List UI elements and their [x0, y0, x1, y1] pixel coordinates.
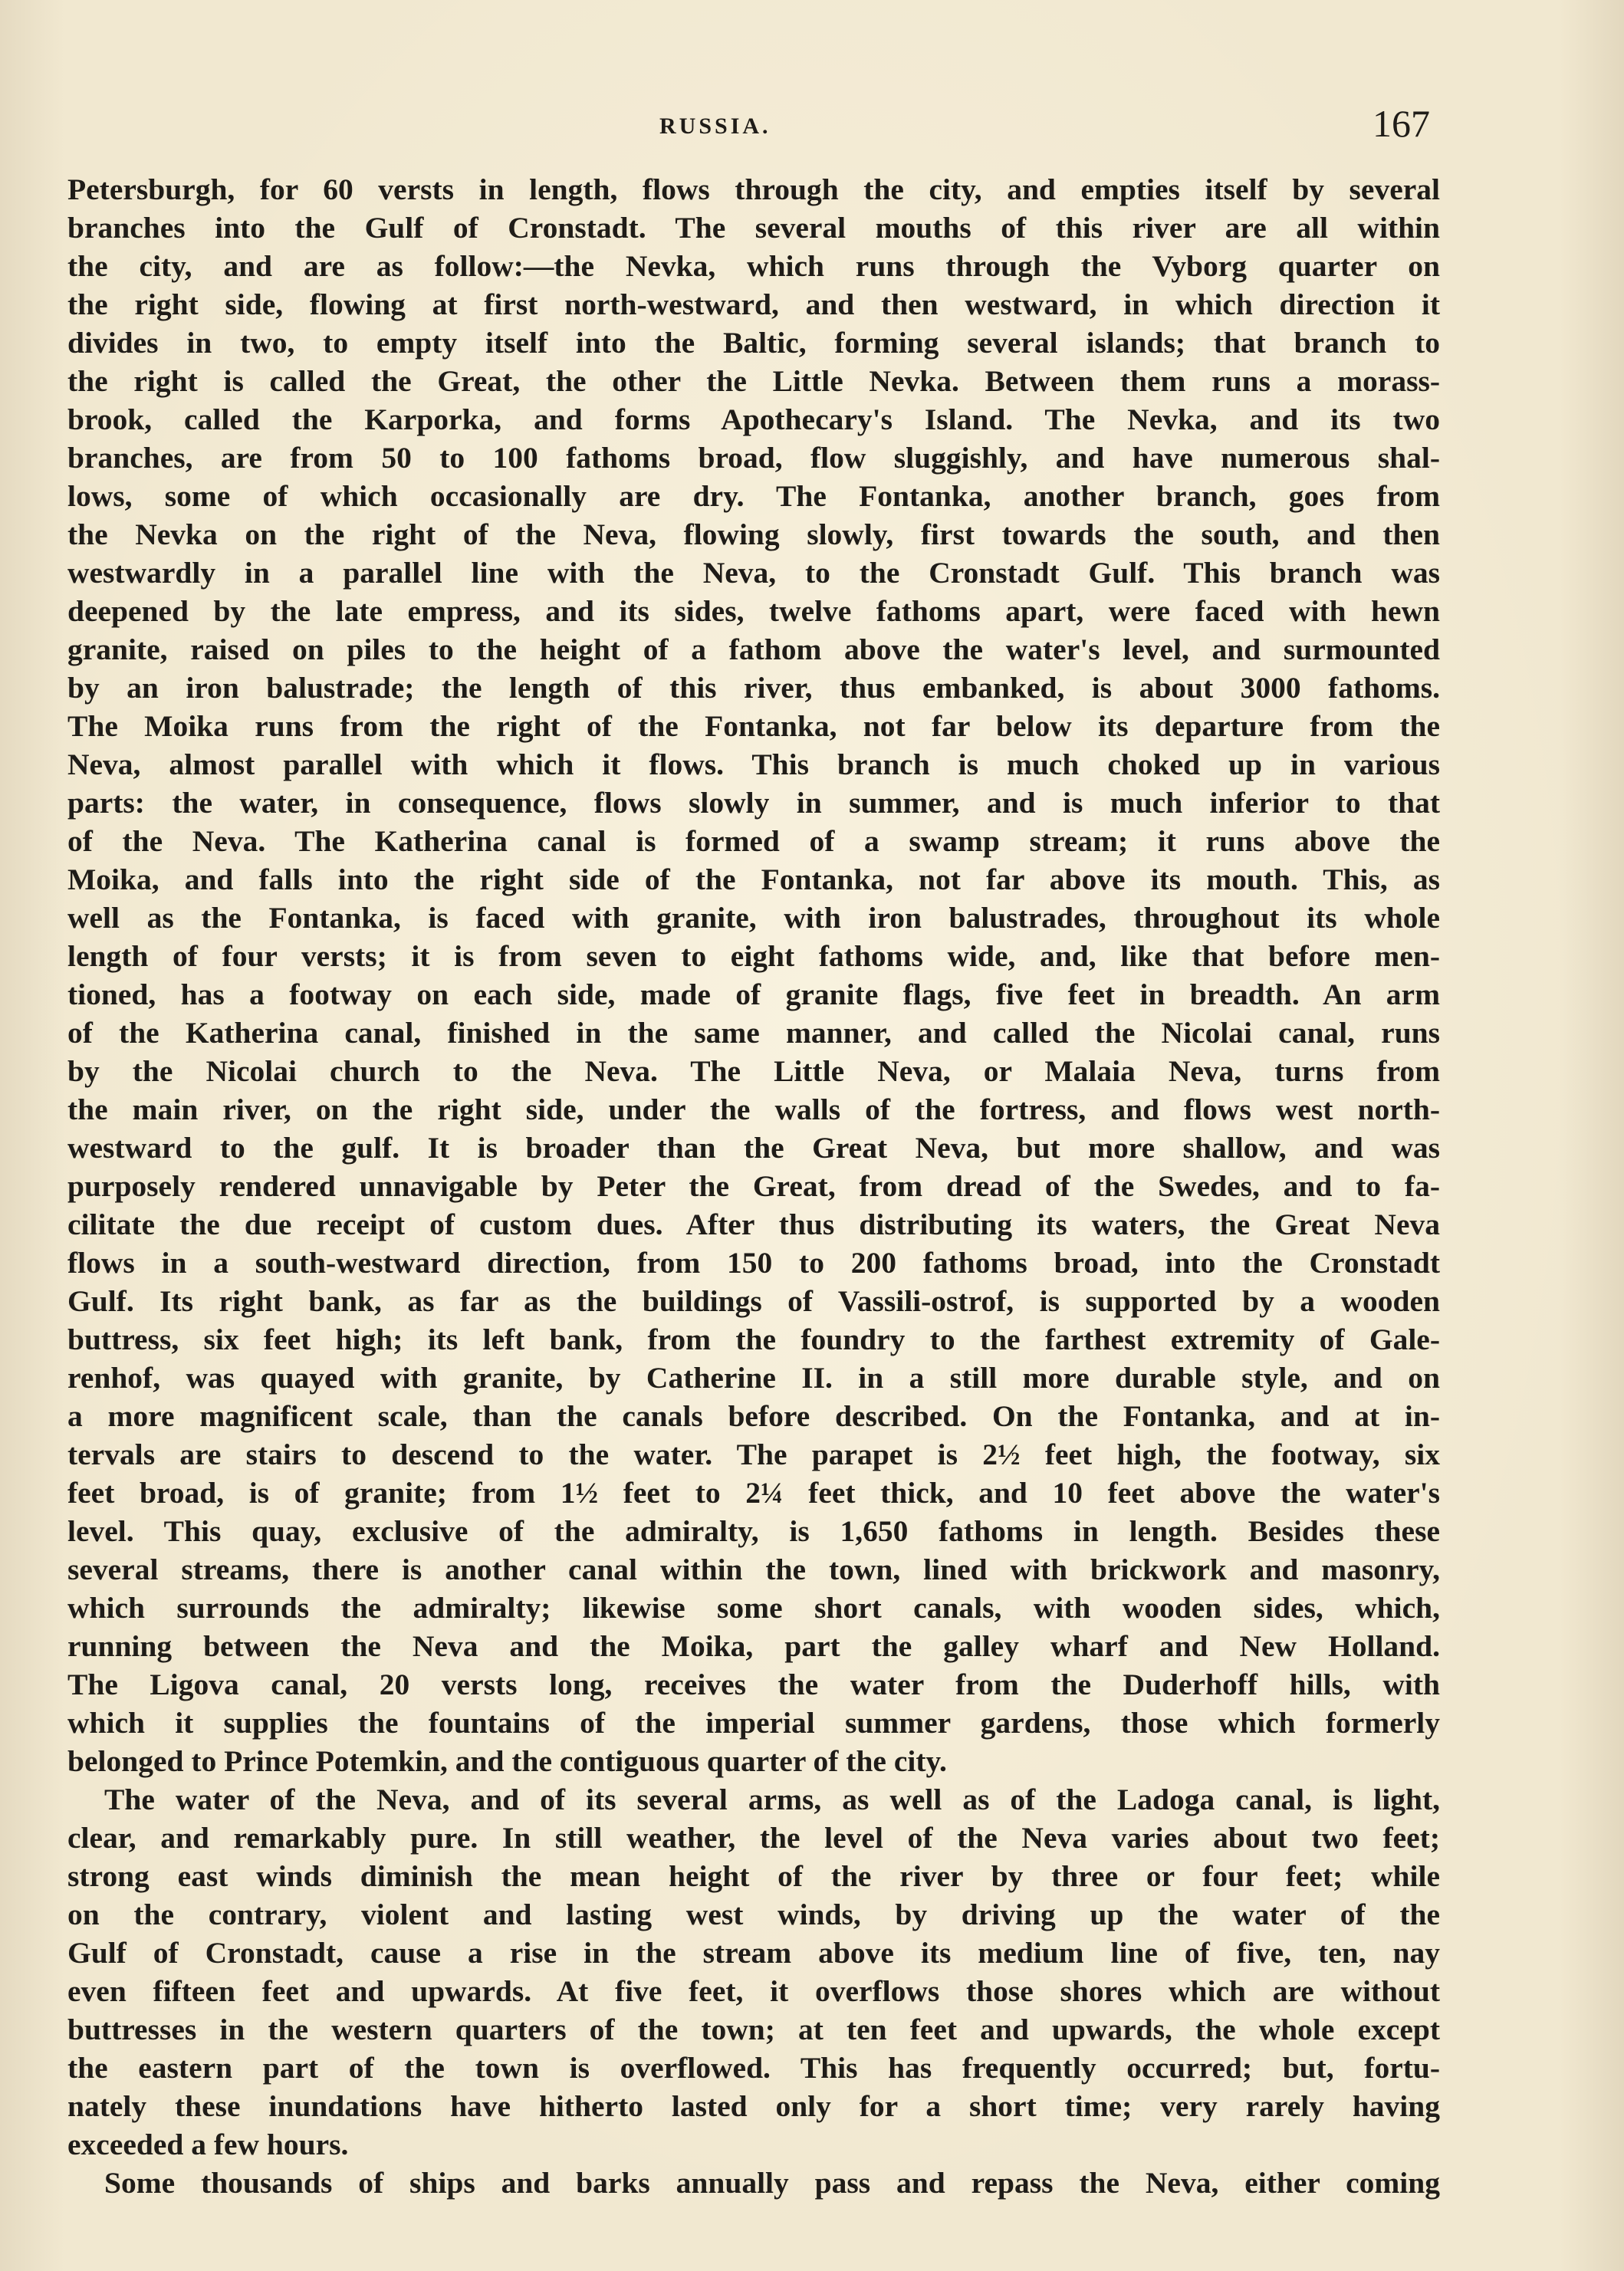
text-line: Gulf. Its right bank, as far as the buildings of Vassili-ostrof, is supported by a wooden — [67, 1284, 1440, 1318]
text-line: the right is called the Great, the other the Little Nevka. Between them runs a morass- — [67, 364, 1440, 398]
text-line: The Moika runs from the right of the Fontanka, not far below its departure from the — [67, 709, 1440, 743]
text-line: strong east winds diminish the mean height of the river by three or four feet; while — [67, 1859, 1440, 1893]
text-line: which surrounds the admiralty; likewise some short canals, with wooden sides, which, — [67, 1591, 1440, 1625]
text-line: the Nevka on the right of the Neva, flowing slowly, first towards the south, and then — [67, 518, 1440, 551]
text-line: running between the Neva and the Moika, part the galley wharf and New Holland. — [67, 1629, 1440, 1663]
text-line: a more magnificent scale, than the canals before described. On the Fontanka, and at in- — [67, 1399, 1440, 1433]
text-line: Moika, and falls into the right side of the Fontanka, not far above its mouth. This, as — [67, 863, 1440, 896]
text-line: lows, some of which occasionally are dry. The Fontanka, another branch, goes from — [67, 479, 1440, 513]
running-title: RUSSIA. — [659, 113, 771, 139]
text-line: clear, and remarkably pure. In still weather, the level of the Neva varies about two feet; — [67, 1821, 1440, 1855]
text-line: the eastern part of the town is overflowed. This has frequently occurred; but, fortu- — [67, 2051, 1440, 2085]
text-line: tervals are stairs to descend to the water. The parapet is 2½ feet high, the footway, six — [67, 1438, 1440, 1471]
text-line: branches, are from 50 to 100 fathoms broad, flow sluggishly, and have numerous shal- — [67, 441, 1440, 475]
text-line: cilitate the due receipt of custom dues. After thus distributing its waters, the Great Neva — [67, 1208, 1440, 1241]
text-line: tioned, has a footway on each side, made of granite flags, five feet in breadth. An arm — [67, 978, 1440, 1011]
text-line: deepened by the late empress, and its sides, twelve fathoms apart, were faced with hewn — [67, 594, 1440, 628]
text-line: Gulf of Cronstadt, cause a rise in the stream above its medium line of five, ten, nay — [67, 1936, 1440, 1970]
text-line: the city, and are as follow:—the Nevka, which runs through the Vyborg quarter on — [67, 249, 1440, 283]
text-line: divides in two, to empty itself into the Baltic, forming several islands; that branch to — [67, 326, 1440, 360]
text-line: westwardly in a parallel line with the Neva, to the Cronstadt Gulf. This branch was — [67, 556, 1440, 590]
text-line: length of four versts; it is from seven to eight fathoms wide, and, like that before men- — [67, 939, 1440, 973]
text-line: The Ligova canal, 20 versts long, receives the water from the Duderhoff hills, with — [67, 1668, 1440, 1701]
text-line: the right side, flowing at first north-westward, and then westward, in which direction it — [67, 288, 1440, 321]
text-line: flows in a south-westward direction, from 150 to 200 fathoms broad, into the Cronstadt — [67, 1246, 1440, 1280]
running-head — [0, 102, 1624, 152]
text-line: purposely rendered unnavigable by Peter the Great, from dread of the Swedes, and to fa- — [67, 1169, 1440, 1203]
text-line: granite, raised on piles to the height of a fathom above the water's level, and surmounted — [67, 633, 1440, 666]
text-line: branches into the Gulf of Cronstadt. The several mouths of this river are all within — [67, 211, 1440, 245]
text-line: which it supplies the fountains of the imperial summer gardens, those which formerly — [67, 1706, 1440, 1740]
text-line: buttress, six feet high; its left bank, from the foundry to the farthest extremity of Gale- — [67, 1323, 1440, 1356]
text-line: well as the Fontanka, is faced with granite, with iron balustrades, throughout its whole — [67, 901, 1440, 935]
text-line: by an iron balustrade; the length of this river, thus embanked, is about 3000 fathoms. — [67, 671, 1440, 705]
text-line: level. This quay, exclusive of the admiralty, is 1,650 fathoms in length. Besides these — [67, 1514, 1440, 1548]
text-line: westward to the gulf. It is broader than the Great Neva, but more shallow, and was — [67, 1131, 1440, 1165]
text-line: Petersburgh, for 60 versts in length, flows through the city, and empties itself by several — [67, 173, 1440, 206]
text-line: exceeded a few hours. — [67, 2128, 349, 2161]
text-line: brook, called the Karporka, and forms Apothecary's Island. The Nevka, and its two — [67, 403, 1440, 436]
text-line: Some thousands of ships and barks annually pass and repass the Neva, either coming — [104, 2166, 1440, 2200]
text-line: parts: the water, in consequence, flows slowly in summer, and is much inferior to that — [67, 786, 1440, 820]
text-line: feet broad, is of granite; from 1½ feet to 2¼ feet thick, and 10 feet above the water's — [67, 1476, 1440, 1510]
text-line: even fifteen feet and upwards. At five feet, it overflows those shores which are without — [67, 1974, 1440, 2008]
text-line: of the Katherina canal, finished in the same manner, and called the Nicolai canal, runs — [67, 1016, 1440, 1050]
text-line: on the contrary, violent and lasting west winds, by driving up the water of the — [67, 1898, 1440, 1931]
text-line: of the Neva. The Katherina canal is formed of a swamp stream; it runs above the — [67, 824, 1440, 858]
text-line: renhof, was quayed with granite, by Catherine II. in a still more durable style, and on — [67, 1361, 1440, 1395]
text-line: nately these inundations have hitherto lasted only for a short time; very rarely having — [67, 2089, 1440, 2123]
text-line: the main river, on the right side, under the walls of the fortress, and flows west north- — [67, 1093, 1440, 1126]
text-line: by the Nicolai church to the Neva. The Little Neva, or Malaia Neva, turns from — [67, 1054, 1440, 1088]
text-line: belonged to Prince Potemkin, and the contiguous quarter of the city. — [67, 1744, 947, 1778]
body-text — [67, 170, 1440, 2202]
page-number: 167 — [1373, 102, 1430, 145]
text-line: The water of the Neva, and of its several arms, as well as of the Ladoga canal, is light, — [104, 1783, 1440, 1816]
text-line: buttresses in the western quarters of the town; at ten feet and upwards, the whole except — [67, 2013, 1440, 2046]
text-line: several streams, there is another canal within the town, lined with brickwork and masonry, — [67, 1553, 1440, 1586]
text-line: Neva, almost parallel with which it flows. This branch is much choked up in various — [67, 748, 1440, 781]
